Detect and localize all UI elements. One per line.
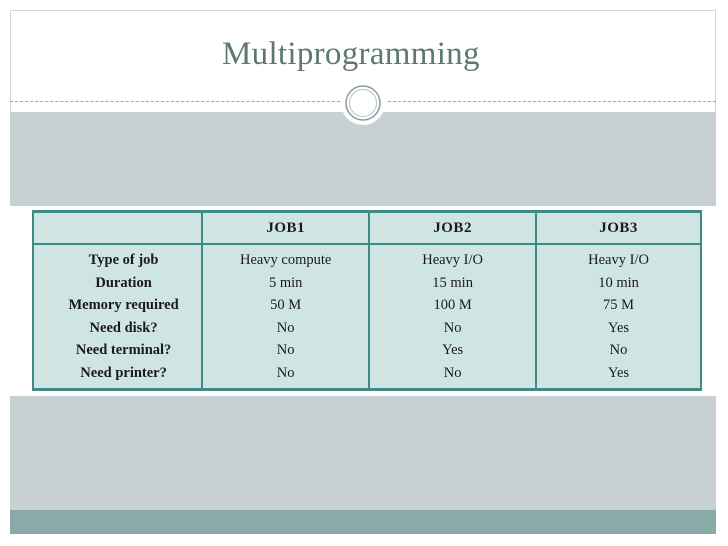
table-cell: Yes — [536, 362, 701, 390]
table-cell: 15 min — [369, 272, 536, 295]
table-cell: Heavy I/O — [369, 244, 536, 272]
table-cell: No — [369, 317, 536, 340]
table-row — [33, 294, 701, 317]
table-header-job2: JOB2 — [369, 212, 536, 245]
table-cell: Heavy I/O — [536, 244, 701, 272]
table-cell: No — [369, 362, 536, 390]
table-cell: No — [536, 339, 701, 362]
table-cell: 10 min — [536, 272, 701, 295]
table-header-row — [33, 212, 701, 245]
row-label: Need printer? — [33, 362, 202, 390]
table-header-job1: JOB1 — [202, 212, 369, 245]
table-cell: 75 M — [536, 294, 701, 317]
table-row — [33, 339, 701, 362]
table-header-job3: JOB3 — [536, 212, 701, 245]
table-cell: No — [202, 339, 369, 362]
slide-title: Multiprogramming — [222, 36, 480, 72]
row-label: Memory required — [33, 294, 202, 317]
table-row — [33, 362, 701, 390]
table-cell: No — [202, 362, 369, 390]
title-divider-left — [10, 101, 340, 102]
table-cell: Heavy compute — [202, 244, 369, 272]
row-label: Need disk? — [33, 317, 202, 340]
table-header-corner — [33, 212, 202, 245]
table-cell: 5 min — [202, 272, 369, 295]
table-row — [33, 244, 701, 272]
jobs-table — [32, 210, 702, 391]
row-label: Type of job — [33, 244, 202, 272]
circle-ornament-icon — [340, 80, 386, 126]
row-label: Duration — [33, 272, 202, 295]
table-row — [33, 272, 701, 295]
table-cell: 50 M — [202, 294, 369, 317]
table-cell: 100 M — [369, 294, 536, 317]
table-cell: No — [202, 317, 369, 340]
table-row — [33, 317, 701, 340]
table-cell: Yes — [536, 317, 701, 340]
title-divider-right — [388, 101, 716, 102]
row-label: Need terminal? — [33, 339, 202, 362]
table-cell: Yes — [369, 339, 536, 362]
footer-bar — [10, 510, 716, 534]
